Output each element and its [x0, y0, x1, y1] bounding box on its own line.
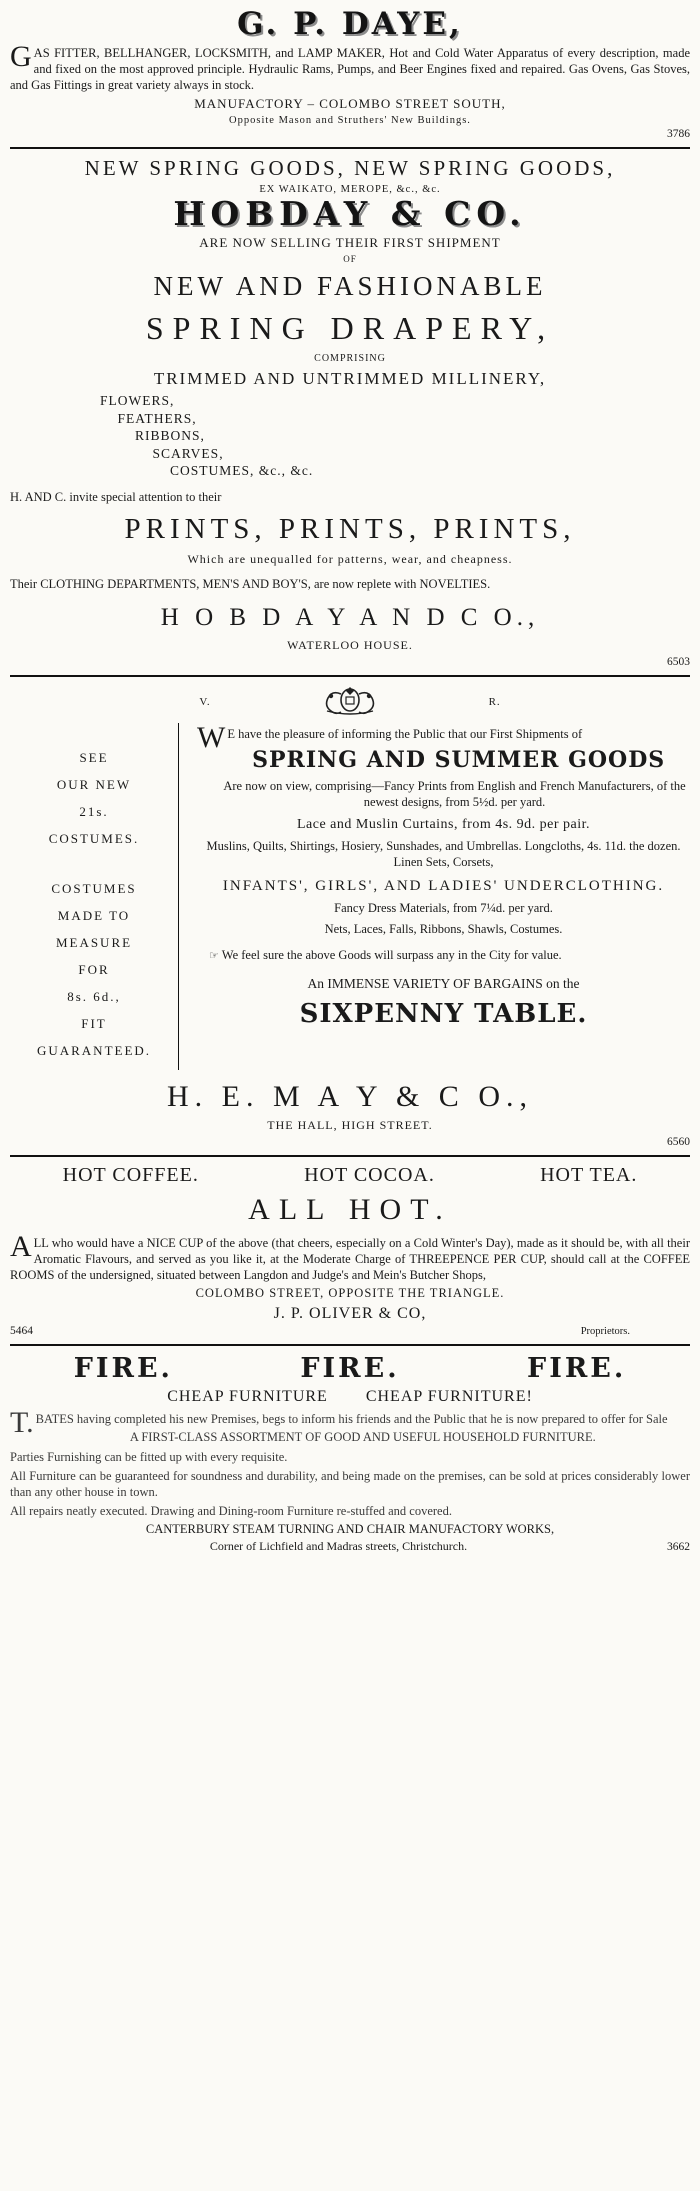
may-sixpenny-table: SIXPENNY TABLE.	[299, 998, 588, 1029]
fire-word: FIRE.	[300, 1352, 400, 1384]
hobday-signature: H O B D A Y A N D C O.,	[160, 603, 540, 631]
may-immense: An IMMENSE VARIETY OF BARGAINS on the	[307, 976, 580, 992]
hobday-new-fashionable: NEW AND FASHIONABLE	[153, 271, 547, 302]
stair-item: FLOWERS,	[100, 393, 175, 409]
hobday-selling: ARE NOW SELLING THEIR FIRST SHIPMENT	[199, 235, 501, 251]
may-nets: Nets, Laces, Falls, Ribbons, Shawls, Costumes.	[324, 921, 563, 936]
daye-body: GAS FITTER, BELLHANGER, LOCKSMITH, and LAMP MAKER, Hot and Cold Water Apparatus of every description, made and fixed on the most approved principle. Hydraulic Rams, Pumps, and Beer Engines fixed and repaired. Gas Ovens, Gas Stoves, and Gas Fittings in great variety always in stock.	[10, 39, 690, 92]
hobday-prints: PRINTS, PRINTS, PRINTS,	[124, 512, 576, 545]
hot-item: HOT COCOA.	[304, 1163, 435, 1186]
fire-row	[10, 1353, 690, 1384]
hobday-ex: EX WAIKATO, MEROPE, &c., &c.	[259, 183, 441, 195]
royal-crest-row	[10, 684, 690, 721]
crest-left-letter: V.	[199, 696, 211, 709]
fire-word: FIRE.	[73, 1352, 173, 1384]
hobday-ref: 6503	[667, 655, 690, 668]
bates-body1: T.BATES having completed his new Premises, begs to inform his friends and the Public that he is now prepared to offer for Sale	[10, 1405, 668, 1439]
may-left-item: OUR NEW	[56, 776, 132, 792]
oliver-proprietors: Proprietors.	[580, 1325, 630, 1337]
may-left-column	[10, 723, 178, 1070]
hot-items-row	[10, 1164, 690, 1187]
stair-item: FEATHERS,	[100, 410, 197, 426]
stair-item: COSTUMES, &c., &c.	[100, 463, 314, 479]
bates-company: CANTERBURY STEAM TURNING AND CHAIR MANUFACTORY WORKS,	[145, 1521, 555, 1536]
hobday-clothing: Their CLOTHING DEPARTMENTS, MEN'S AND BOY'S, are now replete with NOVELTIES.	[10, 576, 491, 591]
may-left-item: 21s.	[79, 803, 109, 819]
may-two-column	[10, 720, 690, 1070]
hobday-spring-drapery: SPRING DRAPERY,	[145, 310, 555, 347]
hobday-comprising: COMPRISING	[314, 353, 386, 365]
cheap-furniture-right: CHEAP FURNITURE!	[365, 1387, 533, 1405]
stair-item: RIBBONS,	[100, 428, 205, 444]
may-left-item: MEASURE	[55, 934, 133, 950]
hot-item: HOT TEA.	[540, 1163, 638, 1186]
may-intro: WE have the pleasure of informing the Public that our First Shipments of	[197, 720, 583, 754]
may-left-item: MADE TO	[57, 907, 131, 923]
may-signature: H. E. M A Y & C O.,	[167, 1079, 533, 1113]
daye-ref: 3786	[667, 127, 690, 140]
daye-manufactory: MANUFACTORY – COLOMBO STREET SOUTH,	[194, 95, 506, 111]
royal-arms-icon	[311, 684, 389, 721]
advertisement-oliver	[10, 1164, 690, 1337]
may-heading: SPRING AND SUMMER GOODS	[252, 746, 666, 773]
may-left-item: FIT	[81, 1015, 107, 1031]
may-lace: Lace and Muslin Curtains, from 4s. 9d. per pair.	[296, 817, 591, 833]
oliver-signature: J. P. OLIVER & CO,	[273, 1304, 427, 1322]
may-fancy: Fancy Dress Materials, from 7¼d. per yard.	[334, 900, 553, 915]
hobday-title: HOBDAY & CO.	[173, 193, 527, 233]
fire-word: FIRE.	[527, 1352, 627, 1384]
divider	[10, 1344, 690, 1346]
hobday-of: OF	[343, 254, 357, 265]
pointing-hand-icon: ☞	[209, 950, 219, 963]
divider	[10, 675, 690, 677]
may-surpass-text: We feel sure the above Goods will surpass any in the City for value.	[221, 948, 562, 963]
may-surpass	[197, 947, 690, 963]
cheap-furniture-left: CHEAP FURNITURE	[167, 1387, 328, 1405]
may-left-item: COSTUMES.	[48, 830, 140, 846]
may-infants: INFANTS', GIRLS', AND LADIES' UNDERCLOTHING.	[222, 877, 665, 894]
bates-body4: All Furniture can be guaranteed for soundness and durability, and being made on the premises, can be sold at prices considerably lower than any other house in town.	[10, 1468, 690, 1499]
may-view: Are now on view, comprising—Fancy Prints from English and French Manufacturers, of the newest designs, from 5½d. per yard.	[223, 778, 686, 809]
advertisement-bates	[10, 1353, 690, 1554]
bates-body2: A FIRST-CLASS ASSORTMENT OF GOOD AND USEFUL HOUSEHOLD FURNITURE.	[129, 1429, 596, 1444]
may-ref: 6560	[667, 1135, 690, 1148]
stair-item: SCARVES,	[100, 445, 224, 461]
may-left-item: GUARANTEED.	[36, 1042, 152, 1058]
may-left-item: COSTUMES	[51, 880, 137, 896]
bates-body5: All repairs neatly executed. Drawing and Dining-room Furniture re-stuffed and covered.	[10, 1503, 452, 1518]
oliver-body: ALL who would have a NICE CUP of the above (that cheers, especially on a Cold Winter's Day), made as it should be, with all their Aromatic Flavours, and served as you like it, at the Moderate Charge of THREEPENCE PER CUP, should call at the COFFEE ROOMS of the undersigned, situated between Langdon and Judge's and Mein's Butcher Shops,	[10, 1229, 690, 1282]
cheap-furniture-row	[10, 1388, 690, 1406]
hobday-unequalled: Which are unequalled for patterns, wear, and cheapness.	[187, 551, 513, 566]
crest-right-letter: R.	[488, 696, 501, 709]
divider	[10, 147, 690, 149]
bates-ref: 3662	[667, 1540, 690, 1553]
daye-opposite: Opposite Mason and Struthers' New Buildings.	[229, 114, 471, 126]
may-address: THE HALL, HIGH STREET.	[267, 1117, 433, 1132]
oliver-address: COLOMBO STREET, OPPOSITE THE TRIANGLE.	[195, 1285, 505, 1300]
may-left-item: FOR	[78, 961, 110, 977]
may-right-column	[189, 720, 690, 1070]
oliver-footer-row	[10, 1325, 690, 1337]
bates-corner: Corner of Lichfield and Madras streets, Christchurch.	[209, 1538, 468, 1553]
advertisement-hobday	[10, 156, 690, 668]
hobday-heading: NEW SPRING GOODS, NEW SPRING GOODS,	[84, 155, 616, 180]
bates-body3: Parties Furnishing can be fitted up with every requisite.	[10, 1449, 288, 1464]
hobday-invite: H. AND C. invite special attention to their	[10, 489, 222, 504]
divider	[10, 1155, 690, 1157]
advertisement-daye	[10, 8, 690, 140]
hot-item: HOT COFFEE.	[62, 1163, 199, 1186]
may-left-item: 8s. 6d.,	[67, 988, 121, 1004]
hobday-millinery: TRIMMED AND UNTRIMMED MILLINERY,	[153, 369, 547, 389]
oliver-ref: 5464	[10, 1324, 33, 1337]
bates-footer-row	[10, 1539, 690, 1554]
oliver-allhot: ALL HOT.	[248, 1192, 452, 1226]
hobday-house: WATERLOO HOUSE.	[287, 637, 413, 652]
may-left-item: SEE	[79, 749, 109, 765]
advertisement-may	[10, 684, 690, 1148]
column-divider	[178, 723, 179, 1070]
may-muslins: Muslins, Quilts, Shirtings, Hosiery, Sunshades, and Umbrellas. Longcloths, 4s. 11d. the dozen. Linen Sets, Corsets,	[206, 839, 681, 870]
hobday-stair-list	[10, 392, 690, 480]
daye-title: G. P. DAYE,	[237, 6, 463, 42]
